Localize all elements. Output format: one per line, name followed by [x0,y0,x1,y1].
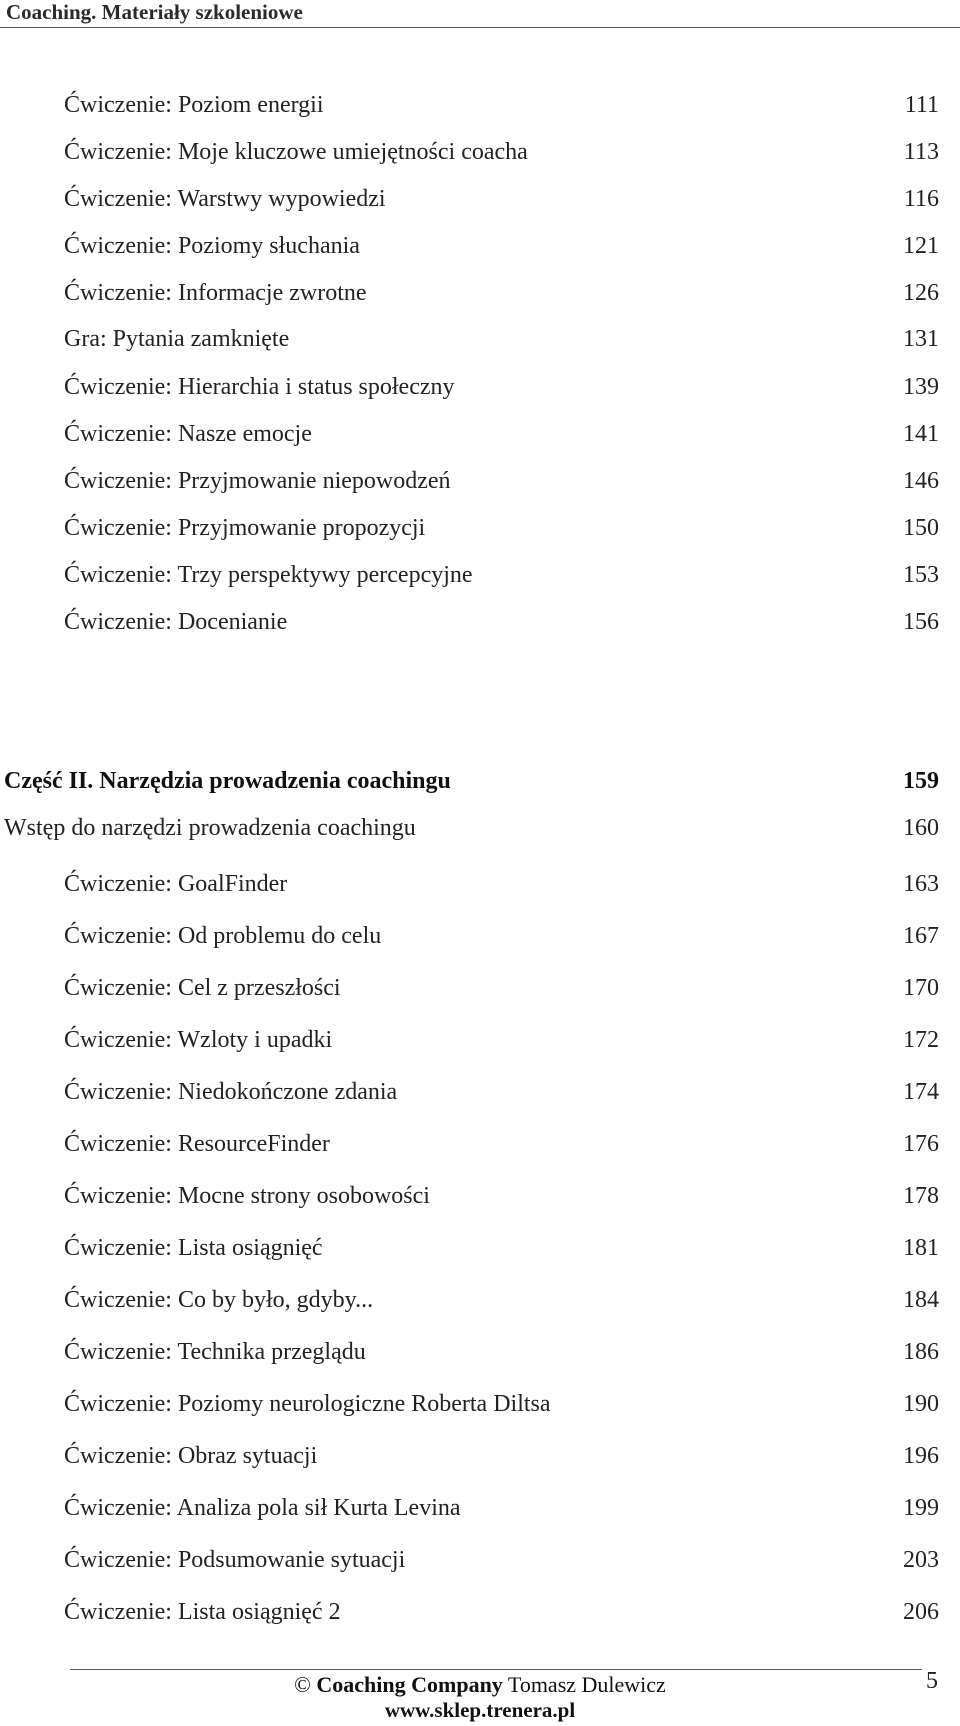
toc-entry[interactable] [0,919,960,953]
toc-entry-page: 113 [903,139,939,165]
toc-entry-page: 203 [903,1547,939,1573]
copyright-icon: © [294,1672,311,1697]
toc-entry-page: 116 [903,186,939,212]
toc-entry-page: 184 [903,1287,939,1313]
toc-entry-label: Ćwiczenie: Nasze emocje [64,421,312,447]
toc-entry-page: 163 [903,871,939,897]
toc-entry-label: Ćwiczenie: Poziom energii [64,92,324,118]
toc-entry-label: Ćwiczenie: Mocne strony osobowości [64,1183,430,1209]
toc-entry-label: Ćwiczenie: Lista osiągnięć 2 [64,1599,341,1625]
toc-entry[interactable] [0,1335,960,1369]
toc-entry[interactable] [0,971,960,1005]
toc-entry-page: 139 [903,374,939,400]
toc-entry-page: 176 [903,1131,939,1157]
toc-part-heading[interactable] [0,764,960,798]
toc-entry[interactable] [0,1075,960,1109]
toc-entry[interactable] [0,1387,960,1421]
toc-intro-entry[interactable] [0,811,960,845]
toc-entry-page: 181 [903,1235,939,1261]
footer-website-link[interactable]: www.sklep.trenera.pl [384,1698,576,1722]
toc-entry-label: Ćwiczenie: Przyjmowanie propozycji [64,515,426,541]
toc-entry-page: 150 [903,515,939,541]
toc-entry[interactable] [0,1491,960,1525]
toc-entry-label: Ćwiczenie: Przyjmowanie niepowodzeń [64,468,451,494]
toc-entry-label: Ćwiczenie: Poziomy słuchania [64,233,360,259]
intro-page: 160 [903,815,939,841]
toc-entry-label: Ćwiczenie: Warstwy wypowiedzi [64,186,386,212]
page-number: 5 [926,1668,938,1694]
toc-entry-label: Ćwiczenie: Poziomy neurologiczne Roberta Diltsa [64,1391,551,1417]
toc-entry-label: Ćwiczenie: Informacje zwrotne [64,280,367,306]
toc-entry-label: Ćwiczenie: Niedokończone zdania [64,1079,398,1105]
toc-entry[interactable] [0,182,960,216]
toc-entry-page: 156 [903,609,939,635]
footer-author: Tomasz Dulewicz [507,1672,666,1697]
toc-entry-label: Ćwiczenie: Co by było, gdyby... [64,1287,374,1313]
toc-entry[interactable] [0,1439,960,1473]
toc-entry[interactable] [0,1595,960,1629]
toc-entry[interactable] [0,135,960,169]
toc-entry-label: Ćwiczenie: GoalFinder [64,871,288,897]
toc-entry-page: 141 [903,421,939,447]
toc-entry-page: 178 [903,1183,939,1209]
toc-entry-label: Ćwiczenie: Cel z przeszłości [64,975,341,1001]
toc-entry-label: Ćwiczenie: Wzloty i upadki [64,1027,333,1053]
toc-entry[interactable] [0,1179,960,1213]
running-header: Coaching. Materiały szkoleniowe [6,0,303,24]
toc-entry-label: Ćwiczenie: Docenianie [64,609,288,635]
toc-entry-page: 121 [903,233,939,259]
footer-rule [70,1669,922,1670]
toc-entry[interactable] [0,1283,960,1317]
toc-entry-page: 196 [903,1443,939,1469]
toc-entry-label: Ćwiczenie: Moje kluczowe umiejętności coacha [64,139,528,165]
toc-entry[interactable] [0,276,960,310]
toc-entry[interactable] [0,511,960,545]
toc-entry-label: Ćwiczenie: Lista osiągnięć [64,1235,323,1261]
toc-entry-label: Ćwiczenie: ResourceFinder [64,1131,330,1157]
part-heading-page: 159 [903,768,939,794]
toc-entry-label: Gra: Pytania zamknięte [64,326,290,352]
toc-entry-page: 111 [904,92,939,118]
toc-entry-label: Ćwiczenie: Od problemu do celu [64,923,382,949]
toc-entry-page: 146 [903,468,939,494]
toc-entry-page: 172 [903,1027,939,1053]
toc-entry[interactable] [0,605,960,639]
part-heading-label: Część II. Narzędzia prowadzenia coachingu [4,768,451,794]
toc-entry[interactable] [0,229,960,263]
toc-entry-label: Ćwiczenie: Hierarchia i status społeczny [64,374,455,400]
footer-credit [0,1672,960,1698]
toc-entry-label: Ćwiczenie: Obraz sytuacji [64,1443,318,1469]
toc-entry[interactable] [0,370,960,404]
toc-entry-page: 174 [903,1079,939,1105]
toc-entry-page: 186 [903,1339,939,1365]
toc-entry-page: 167 [903,923,939,949]
toc-entry-page: 190 [903,1391,939,1417]
toc-entry[interactable] [0,867,960,901]
toc-entry-page: 131 [903,326,939,352]
toc-entry-label: Ćwiczenie: Technika przeglądu [64,1339,366,1365]
toc-entry-page: 153 [903,562,939,588]
toc-entry-page: 170 [903,975,939,1001]
toc-entry[interactable] [0,1127,960,1161]
toc-entry[interactable] [0,464,960,498]
toc-entry[interactable] [0,322,960,356]
toc-entry-page: 126 [903,280,939,306]
toc-entry-page: 206 [903,1599,939,1625]
toc-entry-label: Ćwiczenie: Trzy perspektywy percepcyjne [64,562,473,588]
toc-entry[interactable] [0,1023,960,1057]
toc-entry-page: 199 [903,1495,939,1521]
intro-label: Wstęp do narzędzi prowadzenia coachingu [4,815,416,841]
toc-entry[interactable] [0,1231,960,1265]
toc-entry[interactable] [0,88,960,122]
footer-company: Coaching Company [316,1672,503,1697]
toc-entry-label: Ćwiczenie: Analiza pola sił Kurta Levina [64,1495,461,1521]
toc-entry[interactable] [0,558,960,592]
toc-entry[interactable] [0,417,960,451]
toc-entry-label: Ćwiczenie: Podsumowanie sytuacji [64,1547,406,1573]
header-rule [0,27,960,28]
toc-entry[interactable] [0,1543,960,1577]
